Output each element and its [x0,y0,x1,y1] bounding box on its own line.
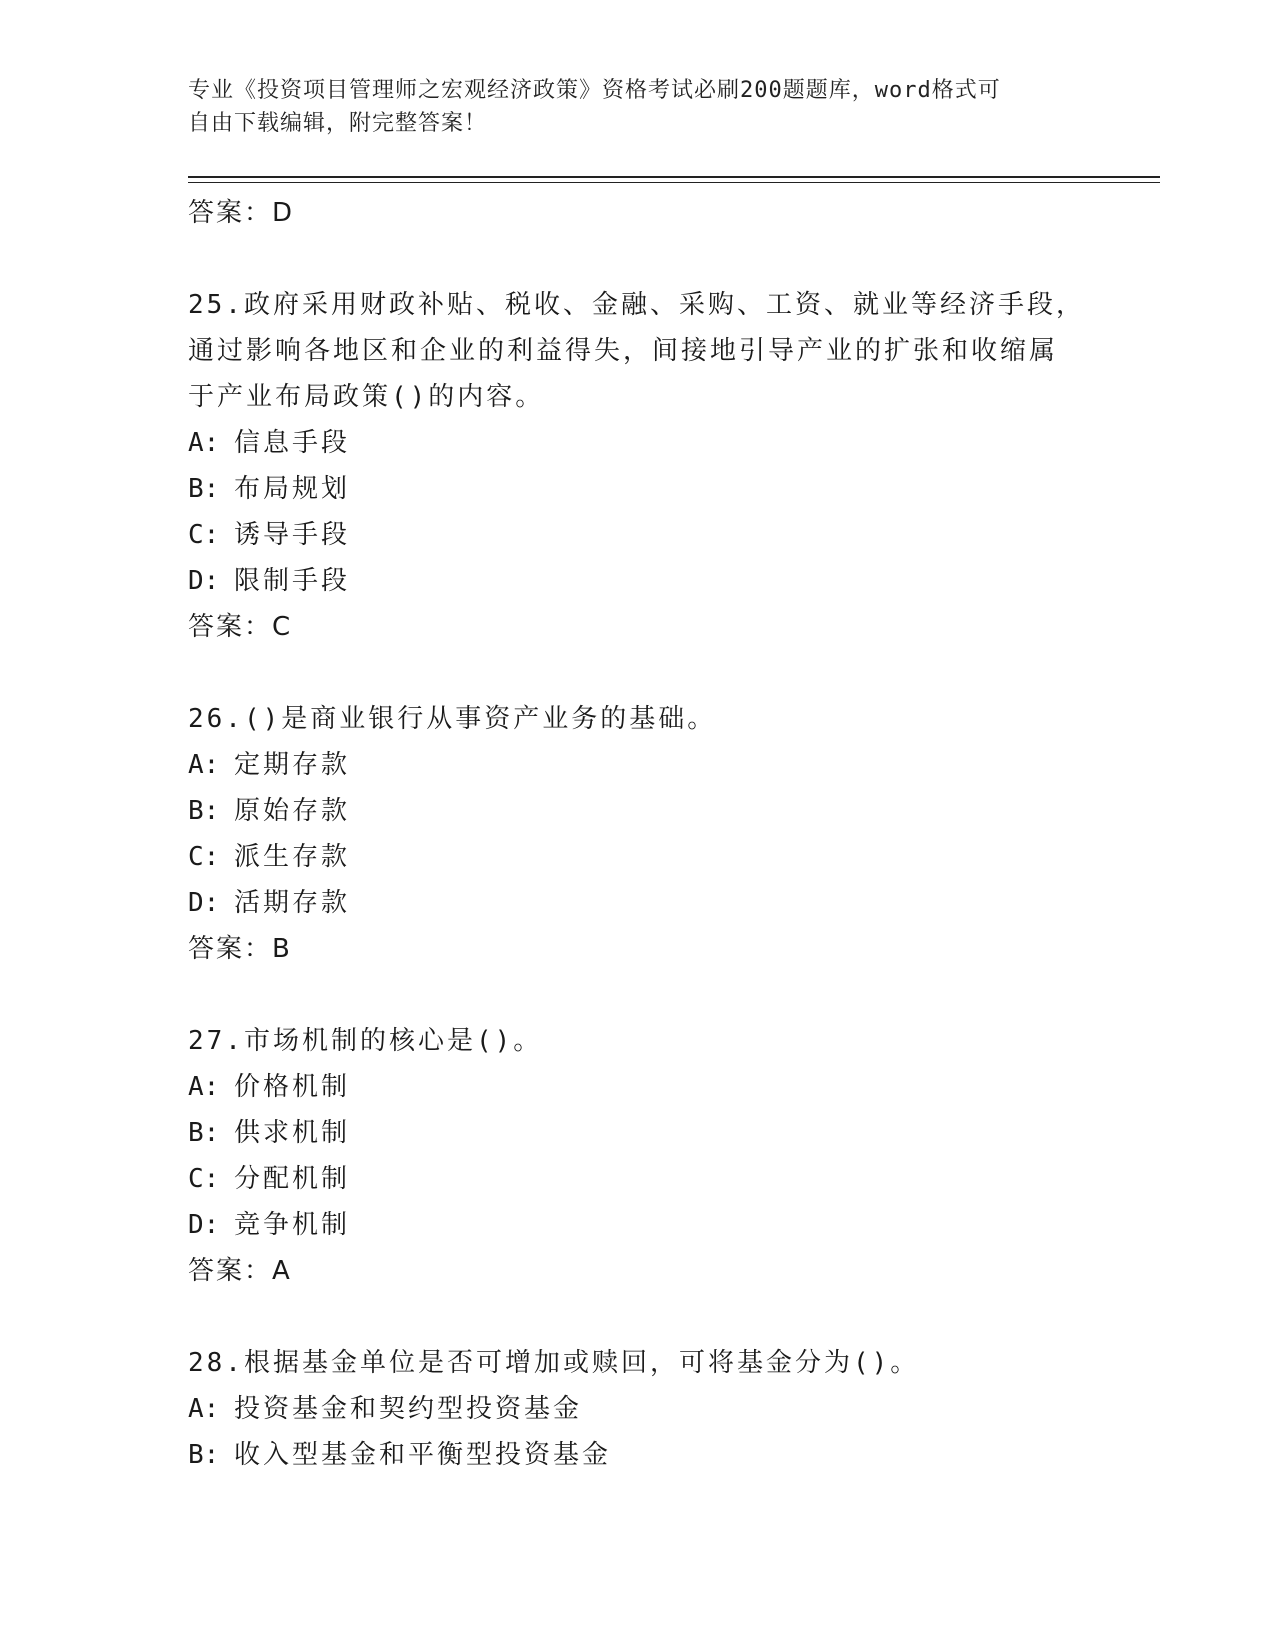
option-a [188,1386,1088,1432]
option-text: 派生存款 [234,842,351,872]
option-text: 信息手段 [234,428,351,458]
option-c [188,512,1088,558]
option-c [188,834,1088,880]
option-b [188,788,1088,834]
question-27 [188,1018,1088,1294]
option-text: 供求机制 [234,1118,351,1148]
question-stem: 28.根据基金单位是否可增加或赎回，可将基金分为()。 [188,1348,920,1378]
option-b [188,1110,1088,1156]
option-text: 原始存款 [234,796,351,826]
answer-line: 答案：D [188,198,295,228]
option-letter: A: [188,428,220,458]
option-text: 投资基金和契约型投资基金 [234,1394,583,1424]
option-d [188,880,1088,926]
option-text: 价格机制 [234,1072,351,1102]
question-26 [188,696,1088,972]
header-divider [188,176,1160,178]
header-divider-thin [188,182,1160,183]
option-d [188,558,1088,604]
answer-line: 答案：B [188,934,292,964]
option-letter: A: [188,1394,220,1424]
option-b [188,466,1088,512]
option-letter: B: [188,1118,220,1148]
document-header [188,74,1068,140]
question-stem: 于产业布局政策()的内容。 [188,382,545,412]
question-25 [188,282,1088,650]
document-body [188,190,1088,1478]
question-28 [188,1340,1088,1478]
answer-line: 答案：C [188,612,293,642]
option-letter: A: [188,1072,220,1102]
question-stem: 25.政府采用财政补贴、税收、金融、采购、工资、就业等经济手段， [188,290,1085,320]
option-a [188,742,1088,788]
question-stem: 27.市场机制的核心是()。 [188,1026,543,1056]
option-letter: B: [188,1440,220,1470]
option-letter: C: [188,520,220,550]
option-text: 活期存款 [234,888,351,918]
option-c [188,1156,1088,1202]
question-stem: 26.()是商业银行从事资产业务的基础。 [188,704,717,734]
option-text: 收入型基金和平衡型投资基金 [234,1440,612,1470]
question-stem: 通过影响各地区和企业的利益得失，间接地引导产业的扩张和收缩属 [188,336,1059,366]
header-line-1: 专业《投资项目管理师之宏观经济政策》资格考试必刷200题题库，word格式可 [188,78,1001,103]
option-a [188,1064,1088,1110]
answer-line: 答案：A [188,1256,292,1286]
option-d [188,1202,1088,1248]
option-a [188,420,1088,466]
option-letter: D: [188,566,220,596]
option-letter: C: [188,842,220,872]
option-b [188,1432,1088,1478]
option-letter: D: [188,888,220,918]
option-letter: B: [188,474,220,504]
option-text: 定期存款 [234,750,351,780]
option-text: 布局规划 [234,474,351,504]
option-text: 分配机制 [234,1164,351,1194]
option-text: 诱导手段 [234,520,351,550]
option-text: 竞争机制 [234,1210,351,1240]
option-letter: B: [188,796,220,826]
option-letter: D: [188,1210,220,1240]
header-line-2: 自由下载编辑，附完整答案！ [188,111,488,136]
option-text: 限制手段 [234,566,351,596]
option-letter: C: [188,1164,220,1194]
option-letter: A: [188,750,220,780]
